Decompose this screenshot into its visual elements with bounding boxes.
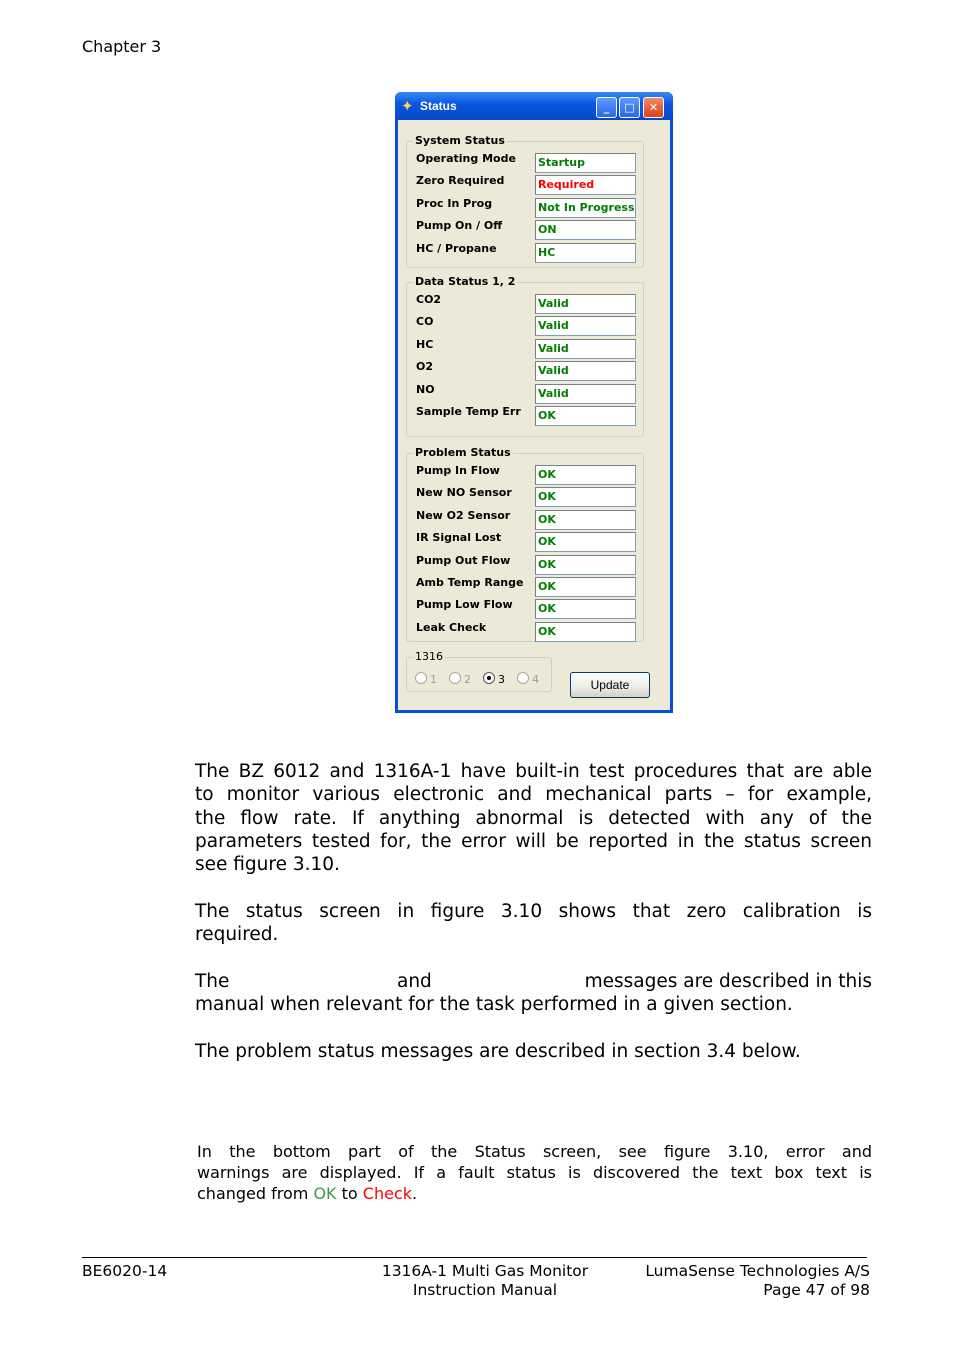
paragraph-warnings: In the bottom part of the Status screen, see figure 3.10, error and warnings are displayed. If a fault status is discovered the text box text is changed from OK to Check. <box>197 1142 872 1203</box>
close-button[interactable]: ✕ <box>643 97 664 118</box>
status-label: Sample Temp Err <box>416 405 521 418</box>
status-label: Pump In Flow <box>416 464 500 477</box>
status-value-field[interactable]: OK <box>535 487 636 507</box>
status-label: O2 <box>416 360 434 374</box>
status-label: New NO Sensor <box>416 486 512 500</box>
status-value-field[interactable]: OK <box>535 532 636 552</box>
radio-circle-icon <box>517 672 529 684</box>
radio-option-2[interactable]: 2 <box>449 672 471 686</box>
status-label: NO <box>416 382 435 396</box>
title-bar[interactable] <box>395 92 673 120</box>
status-value-field[interactable]: Valid <box>535 361 636 381</box>
status-value-field[interactable]: OK <box>535 622 636 642</box>
radio-option-4[interactable]: 4 <box>517 672 539 686</box>
radio-selected-icon <box>483 672 495 684</box>
footer-company: LumaSense Technologies A/S Page 47 of 98 <box>600 1262 870 1300</box>
status-value-field[interactable]: Valid <box>535 339 636 359</box>
page-number: Page 47 of 98 <box>763 1281 870 1299</box>
status-value-field[interactable]: OK <box>535 465 636 485</box>
window-client-area <box>398 120 670 710</box>
system-status-title: System Status <box>415 134 505 147</box>
status-value-field[interactable]: OK <box>535 577 636 597</box>
paragraph-messages: The and messages are described in this manual when relevant for the task performed in a given section. <box>195 971 872 1015</box>
paragraph-problem-status: The problem status messages are described in section 3.4 below. <box>195 1041 801 1062</box>
data-status-title: Data Status 1, 2 <box>415 275 516 288</box>
data-status-group <box>406 275 644 437</box>
footer-rule <box>82 1257 867 1258</box>
maximize-button[interactable]: □ <box>619 97 640 118</box>
chapter-header: Chapter 3 <box>82 37 162 56</box>
status-label: CO2 <box>416 293 442 306</box>
paragraph-intro: The BZ 6012 and 1316A-1 have built-in test procedures that are able to monitor various electronic and mechanical parts – for example, the flow rate. If anything abnormal is detected with any of the parameters tested for, the error will be reported in the status screen see figure 3.10. <box>195 761 872 876</box>
footer-product: 1316A-1 Multi Gas Monitor Instruction Manual <box>381 1262 589 1299</box>
radio-circle-icon <box>449 672 461 684</box>
status-label: Pump Low Flow <box>416 598 513 612</box>
system-status-group <box>406 134 644 268</box>
status-label: Operating Mode <box>416 152 516 165</box>
problem-status-title: Problem Status <box>415 446 511 459</box>
window-title: Status <box>420 99 457 113</box>
status-label: CO <box>416 315 434 329</box>
device-radio-group <box>406 650 552 692</box>
check-word: Check <box>362 1184 412 1203</box>
status-label: Pump On / Off <box>416 219 503 233</box>
status-value-field[interactable]: OK <box>535 599 636 619</box>
status-value-field[interactable]: OK <box>535 555 636 575</box>
status-value-field[interactable]: ON <box>535 220 636 240</box>
status-value-field[interactable]: Valid <box>535 384 636 404</box>
status-value-field[interactable]: Valid <box>535 294 636 314</box>
status-label: Proc In Prog <box>416 196 493 210</box>
status-label: Pump Out Flow <box>416 553 511 567</box>
status-value-field[interactable]: Not In Progress <box>535 198 636 218</box>
status-value-field[interactable]: HC <box>535 243 636 263</box>
status-value-field[interactable]: Required <box>535 175 636 195</box>
footer-doc-id: BE6020-14 <box>82 1262 168 1280</box>
status-value-field[interactable]: Startup <box>535 153 636 173</box>
status-value-field[interactable]: Valid <box>535 316 636 336</box>
radio-option-3[interactable]: 3 <box>483 672 505 686</box>
status-label: New O2 Sensor <box>416 508 511 522</box>
device-group-title: 1316 <box>415 650 443 663</box>
status-window <box>395 92 673 713</box>
status-label: IR Signal Lost <box>416 531 502 545</box>
status-label: HC / Propane <box>416 241 497 255</box>
status-label: HC <box>416 337 434 351</box>
status-value-field[interactable]: OK <box>535 510 636 530</box>
status-label: Amb Temp Range <box>416 576 524 589</box>
update-button[interactable]: Update <box>570 672 650 698</box>
radio-option-1[interactable]: 1 <box>415 672 437 686</box>
status-value-field[interactable]: OK <box>535 406 636 426</box>
paragraph-zero-calibration: The status screen in figure 3.10 shows that zero calibration is required. <box>195 901 872 946</box>
radio-circle-icon <box>415 672 427 684</box>
problem-status-group <box>406 446 644 642</box>
status-label: Leak Check <box>416 620 487 634</box>
status-label: Zero Required <box>416 174 505 188</box>
ok-word: OK <box>313 1184 337 1203</box>
app-star-icon: ✦ <box>401 97 414 115</box>
minimize-button[interactable]: _ <box>596 97 617 118</box>
